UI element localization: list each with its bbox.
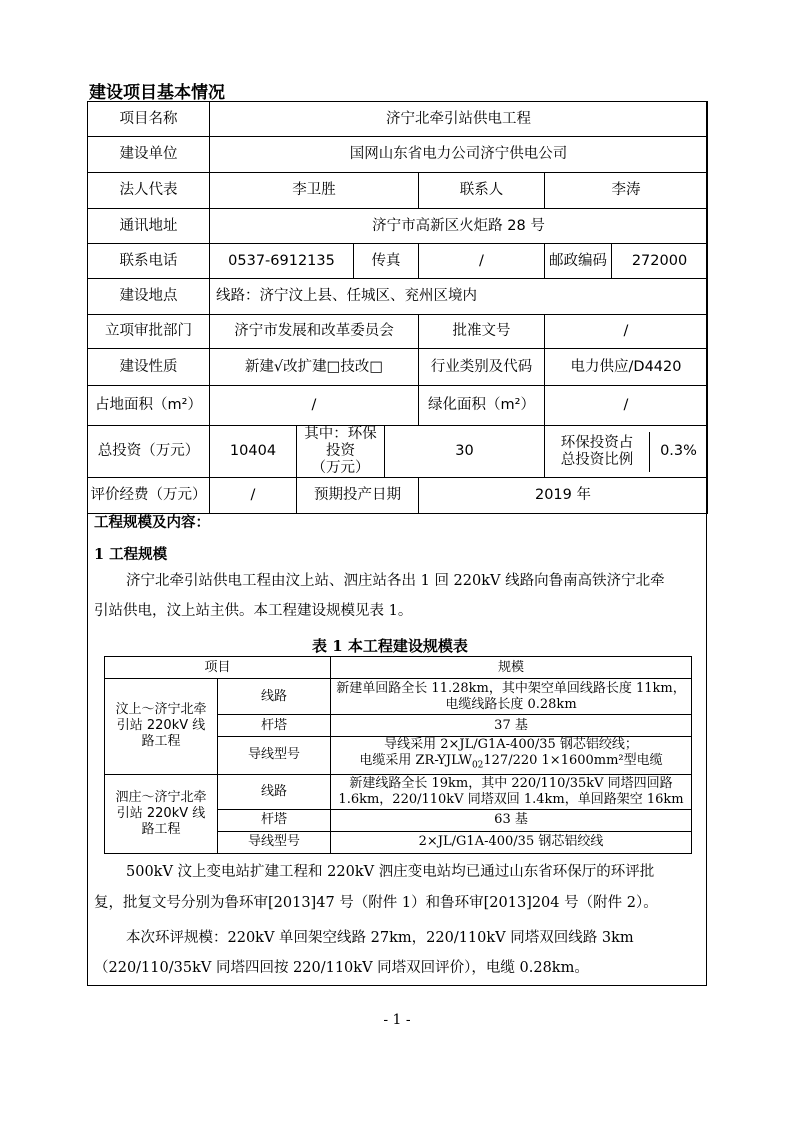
row-scale <box>331 774 692 809</box>
page-title: 建设项目基本情况 <box>89 83 225 103</box>
group-2-name <box>105 774 218 853</box>
scale-table <box>104 656 692 854</box>
paragraph-3-line-2: （220/110/35kV 同塔四回按 220/110kV 同塔双回评价），电缆 0.28km。 <box>94 960 589 976</box>
row-item: 杆塔 <box>218 809 331 831</box>
legal-rep: 李卫胜 <box>210 173 419 209</box>
approval-no: / <box>545 315 708 349</box>
env-invest-label-line2: （万元） <box>311 460 370 476</box>
paragraph-1-line-1: 济宁北牵引站供电工程由汶上站、泗庄站各出 1 回 220kV 线路向鲁南高铁济宁北牵 <box>126 573 665 589</box>
eval-fee-label: 评价经费（万元） <box>88 478 210 514</box>
row-scale-line: 1.6km，220/110kV 同塔双回 1.4km，单回路架空 16km <box>338 791 684 807</box>
group-1-name <box>105 679 218 775</box>
project-name: 济宁北牵引站供电工程 <box>210 102 708 137</box>
table-row <box>105 774 692 809</box>
nature: 新建√改扩建□技改□ <box>210 349 419 386</box>
operation-date-label: 预期投产日期 <box>297 478 419 514</box>
row-item: 线路 <box>218 679 331 715</box>
group-2-name-line: 引站 220kV 线 <box>116 805 206 821</box>
contact-label: 联系人 <box>419 173 545 209</box>
total-invest: 10404 <box>210 426 297 478</box>
row-scale <box>331 737 692 775</box>
row-scale-line: 新建单回路全长 11.28km，其中架空单回线路长度 11km， <box>336 680 686 696</box>
row-scale-line: 电缆线路长度 0.28km <box>445 696 577 712</box>
eval-fee: / <box>210 478 297 514</box>
cable-type-suffix: 127/220 1×1600mm²型电缆 <box>483 753 663 768</box>
row-scale: 37 基 <box>331 715 692 737</box>
address-label: 通讯地址 <box>88 209 210 244</box>
group-2-name-line: 泗庄～济宁北牵 <box>115 789 207 805</box>
industry: 电力供应/D4420 <box>545 349 708 386</box>
row-scale: 2×JL/G1A-400/35 钢芯铝绞线 <box>331 831 692 853</box>
row-scale-line <box>333 753 689 774</box>
contact: 李涛 <box>545 173 708 209</box>
location: 线路：济宁汶上县、任城区、兖州区境内 <box>210 279 708 315</box>
paragraph-1-line-2: 引站供电，汶上站主供。本工程建设规模见表 1。 <box>94 603 413 619</box>
content-heading: 工程规模及内容： <box>94 515 210 531</box>
table-row <box>105 679 692 715</box>
row-scale <box>331 679 692 715</box>
section-heading: 1 工程规模 <box>94 546 168 563</box>
row-item: 导线型号 <box>218 737 331 775</box>
row-item: 杆塔 <box>218 715 331 737</box>
page-number: - 1 - <box>383 1012 411 1028</box>
cable-type-subscript: 02 <box>471 760 484 771</box>
phone: 0537-6912135 <box>210 244 354 279</box>
group-1-name-line: 引站 220kV 线 <box>116 718 206 734</box>
scale-header-row <box>105 657 692 679</box>
paragraph-2-line-1: 500kV 汶上变电站扩建工程和 220kV 泗庄变电站均已通过山东省环保厅的环评批 <box>126 864 655 880</box>
project-name-label: 项目名称 <box>88 102 210 137</box>
phone-label: 联系电话 <box>88 244 210 279</box>
green-area: / <box>545 386 708 426</box>
row-scale: 63 基 <box>331 809 692 831</box>
group-1-name-line: 汶上～济宁北牵 <box>115 702 207 718</box>
paragraph-3-line-1: 本次环评规模：220kV 单回架空线路 27km，220/110kV 同塔双回线路 3km <box>126 930 634 946</box>
cable-type-prefix: 电缆采用 ZR-YJLW <box>359 753 472 768</box>
env-ratio: 0.3% <box>660 443 697 459</box>
land-area: / <box>210 386 419 426</box>
env-invest-label-line1: 其中：环保投资 <box>304 426 377 459</box>
green-area-label: 绿化面积（m²） <box>419 386 545 426</box>
group-1-name-line: 路工程 <box>141 734 181 750</box>
row-scale-line: 新建线路全长 19km，其中 220/110/35kV 同塔四回路 <box>349 775 673 791</box>
location-label: 建设地点 <box>88 279 210 315</box>
env-invest: 30 <box>385 426 545 478</box>
col-scale-header: 规模 <box>331 657 692 679</box>
group-2-name-line: 路工程 <box>141 821 181 837</box>
approval-no-label: 批准文号 <box>419 315 545 349</box>
env-ratio-label-line2: 总投资比例 <box>560 451 634 468</box>
fax-label: 传真 <box>354 244 419 279</box>
paragraph-2-line-2: 复，批复文号分别为鲁环审[2013]47 号（附件 1）和鲁环审[2013]204 号（附件 2）。 <box>94 895 658 911</box>
table-caption: 表 1 本工程建设规模表 <box>312 637 468 655</box>
total-invest-label: 总投资（万元） <box>88 426 210 478</box>
land-area-label: 占地面积（m²） <box>88 386 210 426</box>
postcode-label: 邮政编码 <box>545 244 612 279</box>
approval-dept-label: 立项审批部门 <box>88 315 210 349</box>
nature-label: 建设性质 <box>88 349 210 386</box>
row-item: 导线型号 <box>218 831 331 853</box>
builder-label: 建设单位 <box>88 137 210 173</box>
approval-dept: 济宁市发展和改革委员会 <box>210 315 419 349</box>
row-item: 线路 <box>218 774 331 809</box>
env-ratio-label-line1: 环保投资占 <box>560 434 634 451</box>
operation-date: 2019 年 <box>419 478 708 514</box>
row-scale-line: 导线采用 2×JL/G1A-400/35 钢芯铝绞线； <box>384 737 638 752</box>
legal-rep-label: 法人代表 <box>88 173 210 209</box>
postcode: 272000 <box>612 244 708 279</box>
industry-label: 行业类别及代码 <box>419 349 545 386</box>
builder: 国网山东省电力公司济宁供电公司 <box>210 137 708 173</box>
col-item-header: 项目 <box>105 657 331 679</box>
address: 济宁市高新区火炬路 28 号 <box>210 209 708 244</box>
fax: / <box>419 244 545 279</box>
